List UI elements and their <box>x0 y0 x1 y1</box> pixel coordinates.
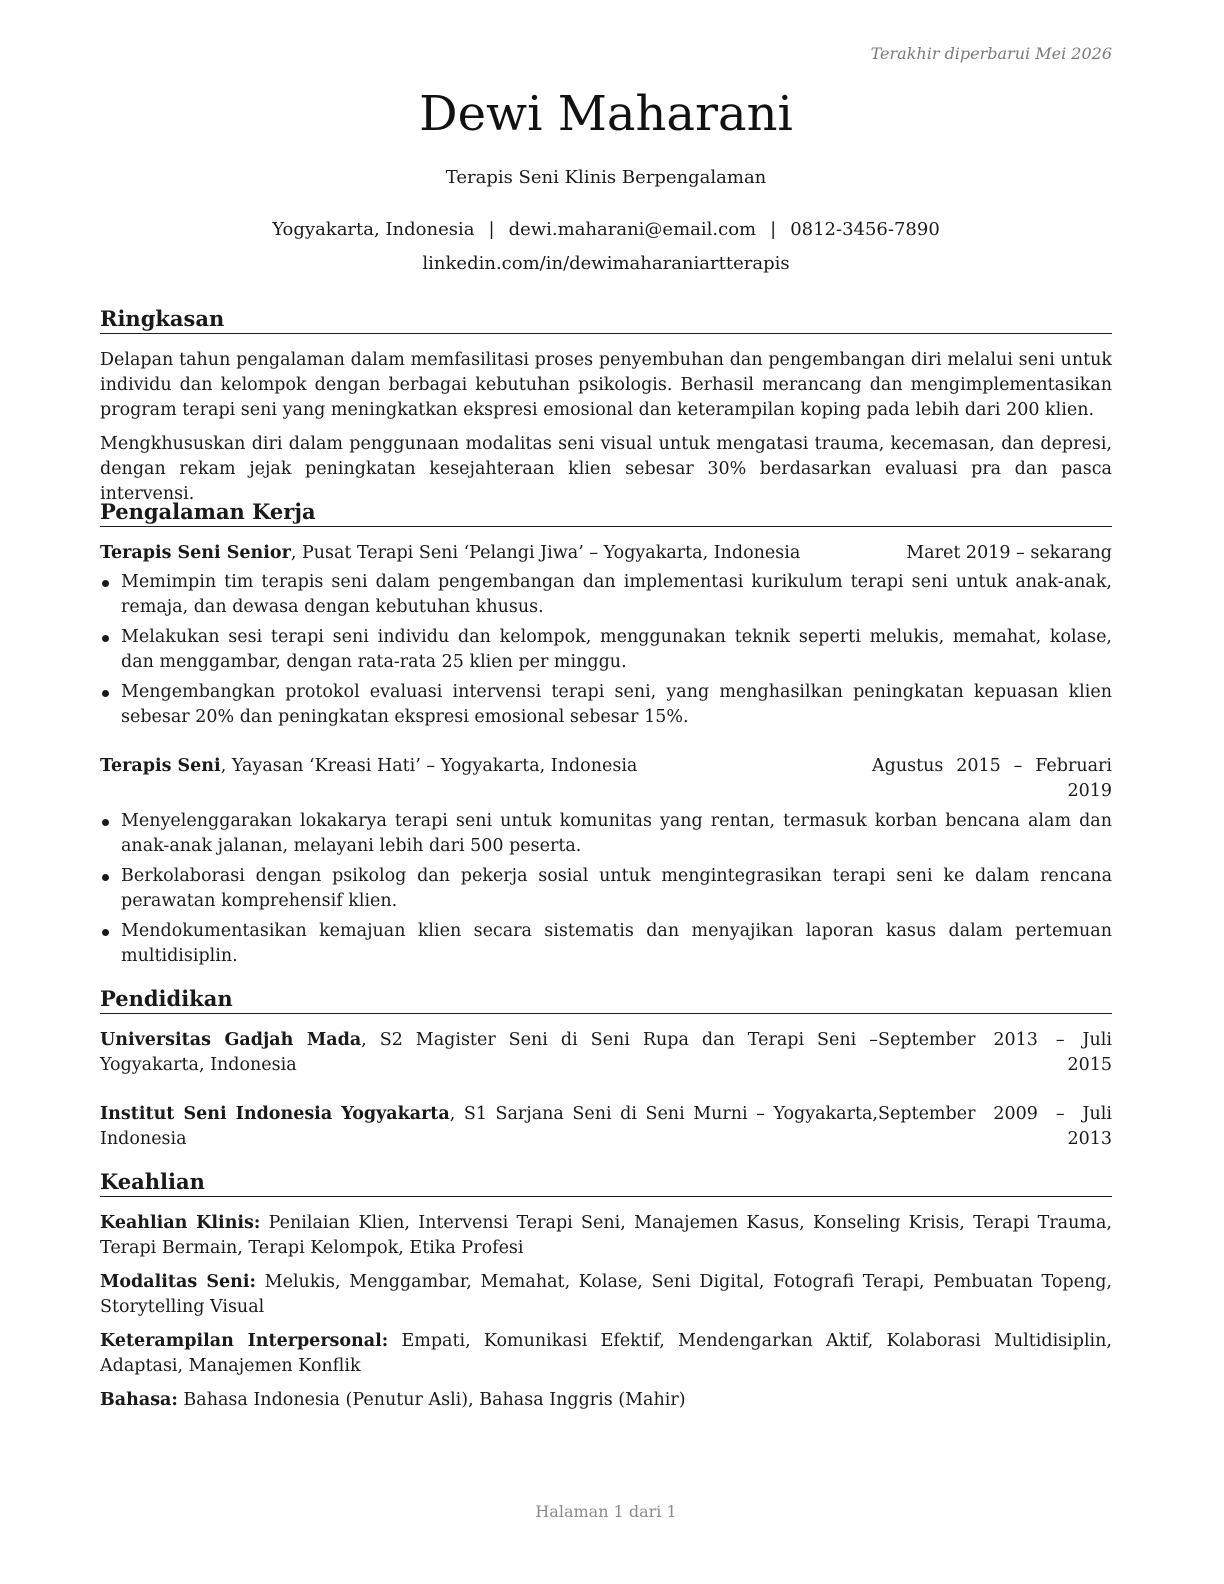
job-bullets <box>100 570 1112 735</box>
summary-paragraph-1: Delapan tahun pengalaman dalam memfasilitasi proses penyembuhan dan pengembangan diri melalui seni untuk individu dan kelompok dengan berbagai kebutuhan psikologis. Berhasil merancang dan mengimplementasikan program terapi seni yang meningkatkan ekspresi emosional dan keterampilan koping pada lebih dari 200 klien. <box>100 350 1112 420</box>
list-item-text: Menyelenggarakan lokakarya terapi seni untuk komunitas yang rentan, termasuk korban bencana alam dan anak-anak jalanan, melayani lebih dari 500 peserta. <box>121 811 1112 856</box>
list-item <box>100 919 1112 969</box>
job-role: Terapis Seni Senior <box>100 543 291 563</box>
skill-group <box>100 1388 1112 1413</box>
job-bullets <box>100 809 1112 974</box>
skill-label: Keterampilan Interpersonal: <box>100 1331 389 1351</box>
contact-linkedin[interactable]: linkedin.com/in/dewimaharaniartterapis <box>422 253 790 274</box>
skill-label: Keahlian Klinis: <box>100 1213 261 1233</box>
summary-paragraph-2: Mengkhususkan diri dalam penggunaan modalitas seni visual untuk mengatasi trauma, kecemasan, dan depresi, dengan rekam jejak peningkatan kesejahteraan klien sebesar 30% berdasarkan evaluasi pra dan pasca intervensi. <box>100 434 1112 504</box>
contact-phone: 0812-3456-7890 <box>790 219 940 240</box>
bullet-icon <box>102 929 109 936</box>
skill-group <box>100 1270 1112 1320</box>
skill-label: Bahasa: <box>100 1390 178 1410</box>
section-title-education: Pendidikan <box>100 986 1112 1014</box>
job-role: Terapis Seni <box>100 756 221 776</box>
list-item-text: Mendokumentasikan kemajuan klien secara sistematis dan menyajikan laporan kasus dalam pertemuan multidisiplin. <box>121 921 1112 966</box>
skill-value: Empati, Komunikasi Efektif, Mendengarkan Aktif, Kolaborasi Multidisiplin, Adaptasi, Manajemen Konflik <box>100 1331 1112 1376</box>
contact-separator: | <box>770 219 777 240</box>
skill-group <box>100 1329 1112 1379</box>
education-entry <box>100 1102 1112 1152</box>
contact-location: Yogyakarta, Indonesia <box>272 219 475 240</box>
candidate-name: Dewi Maharani <box>419 86 793 142</box>
list-item-text: Melakukan sesi terapi seni individu dan kelompok, menggunakan teknik seperti melukis, memahat, kolase, dan menggambar, dengan rata-rata 25 klien per minggu. <box>121 627 1112 672</box>
bullet-icon <box>102 635 109 642</box>
contact-email[interactable]: dewi.maharani@email.com <box>508 219 757 240</box>
list-item <box>100 680 1112 730</box>
bullet-icon <box>102 819 109 826</box>
education-entry <box>100 1028 1112 1078</box>
candidate-title: Terapis Seni Klinis Berpengalaman <box>445 167 767 188</box>
list-item-text: Memimpin tim terapis seni dalam pengembangan dan implementasi kurikulum terapi seni untuk anak-anak, remaja, dan dewasa dengan kebutuhan khusus. <box>121 572 1112 617</box>
list-item <box>100 864 1112 914</box>
list-item-text: Mengembangkan protokol evaluasi intervensi terapi seni, yang menghasilkan peningkatan kepuasan klien sebesar 20% dan peningkatan ekspresi emosional sebesar 15%. <box>121 682 1112 727</box>
section-title-experience: Pengalaman Kerja <box>100 499 1112 527</box>
contact-separator: | <box>488 219 495 240</box>
bullet-icon <box>102 690 109 697</box>
list-item-text: Berkolaborasi dengan psikolog dan pekerja sosial untuk mengintegrasikan terapi seni ke dalam rencana perawatan komprehensif klien. <box>121 866 1112 911</box>
skill-value: Bahasa Indonesia (Penutur Asli), Bahasa Inggris (Mahir) <box>177 1390 686 1410</box>
job-header <box>100 754 1112 804</box>
education-school: Universitas Gadjah Mada <box>100 1030 362 1050</box>
job-org: , Yayasan ‘Kreasi Hati’ – Yogyakarta, Indonesia <box>220 756 638 776</box>
last-updated: Terakhir diperbarui Mei 2026 <box>870 44 1112 63</box>
list-item <box>100 809 1112 859</box>
education-detail: , S1 Sarjana Seni di Seni Murni – Yogyakarta, Indonesia <box>100 1104 878 1149</box>
bullet-icon <box>102 580 109 587</box>
education-dates: September 2013 – Juli 2015 <box>878 1030 1112 1075</box>
education-school: Institut Seni Indonesia Yogyakarta <box>100 1104 450 1124</box>
list-item <box>100 570 1112 620</box>
job-dates: Agustus 2015 – Februari 2019 <box>872 756 1112 801</box>
education-detail: , S2 Magister Seni di Seni Rupa dan Terapi Seni – Yogyakarta, Indonesia <box>100 1030 878 1075</box>
job-header <box>100 541 1112 566</box>
section-title-summary: Ringkasan <box>100 306 1112 334</box>
bullet-icon <box>102 874 109 881</box>
resume-page <box>100 0 1112 1584</box>
skill-value: Penilaian Klien, Intervensi Terapi Seni, Manajemen Kasus, Konseling Krisis, Terapi Trauma, Terapi Bermain, Terapi Kelompok, Etika Profesi <box>100 1213 1112 1258</box>
page-number: Halaman 1 dari 1 <box>535 1502 677 1521</box>
skill-value: Melukis, Menggambar, Memahat, Kolase, Seni Digital, Fotografi Terapi, Pembuatan Topeng, Storytelling Visual <box>100 1272 1112 1317</box>
skill-label: Modalitas Seni: <box>100 1272 256 1292</box>
job-dates: Maret 2019 – sekarang <box>906 543 1112 563</box>
job-org: , Pusat Terapi Seni ‘Pelangi Jiwa’ – Yogyakarta, Indonesia <box>290 543 801 563</box>
skill-group <box>100 1211 1112 1261</box>
list-item <box>100 625 1112 675</box>
contact-line <box>100 219 1112 240</box>
section-title-skills: Keahlian <box>100 1169 1112 1197</box>
education-dates: September 2009 – Juli 2013 <box>878 1104 1112 1149</box>
